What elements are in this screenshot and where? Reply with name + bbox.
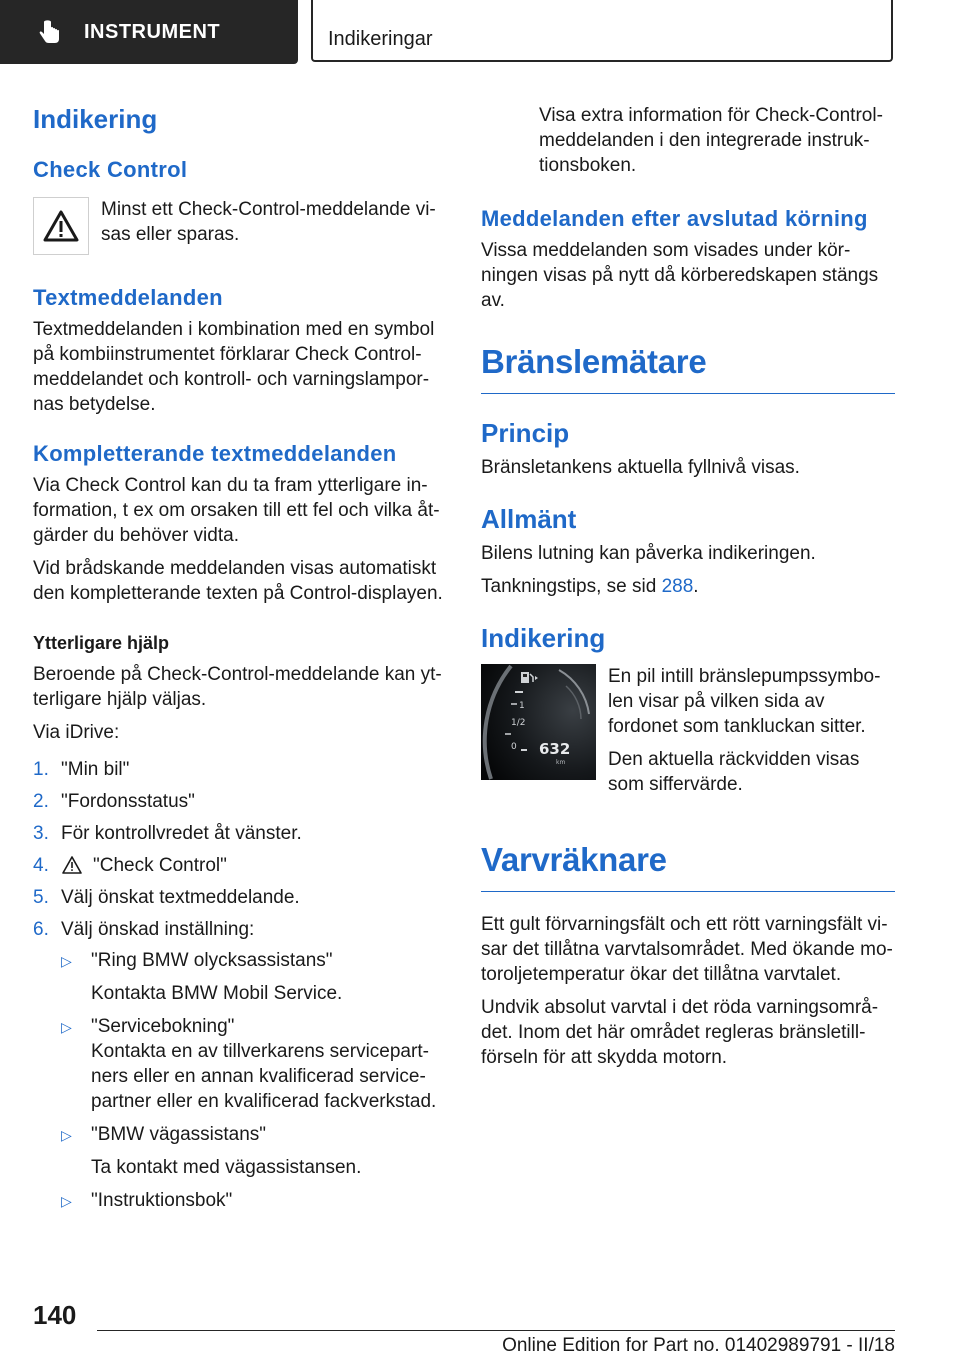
efter-text: Vissa meddelanden som visades under kör-ningen visas på nytt då körberedskapen stängs av.: [481, 240, 879, 311]
princip-text: Bränsletankens aktuella fyllnivå visas.: [481, 457, 800, 478]
via-idrive: Via iDrive:: [33, 722, 120, 743]
heading-ytterligare-hjalp: Ytterligare hjälp: [33, 633, 170, 653]
page-link[interactable]: 288: [661, 576, 694, 597]
footer-divider: [97, 1330, 895, 1331]
triangle-bullet-icon: ▷: [61, 1127, 72, 1143]
varv-p2: Undvik absolut varvtal i det röda varningsområ-det. Inom det här området regleras bränsletill-förseln för att skydda motorn.: [481, 997, 879, 1068]
list-item: 6. Välj önskad inställning: ▷ "Ring BMW olycksassistans" Kontakta BMW Mobil Service. ▷ "Servicebokning" Kontakta en av tillverkarens servicepart-ners eller en annan kvalificerad service-partner eller en kvalificerad fackverkstad. ▷ "BMW vägassistans" Ta kontakt med vägassistansen. ▷ "Instruktionsbok": [33, 917, 447, 1222]
list-item: 2. "Fordonsstatus": [33, 791, 195, 812]
warning-triangle-icon: [42, 209, 80, 243]
left-column: [33, 100, 447, 1229]
hand-pointer-icon: [36, 18, 64, 46]
edition-text: Online Edition for Part no. 01402989791 - II/18: [502, 1335, 895, 1356]
triangle-bullet-icon: ▷: [61, 1019, 72, 1035]
textmeddelanden-text: Textmeddelanden i kombination med en symbol på kombiinstrumentet förklarar Check Control-meddelandet och kontroll- och varningslampor-nas betydelse.: [33, 319, 435, 415]
warning-symbol-box: [33, 197, 89, 255]
check-control-warning: [33, 197, 447, 255]
heading-kompletterande: Kompletterande textmeddelanden: [33, 441, 397, 466]
heading-allmant: Allmänt: [481, 504, 577, 534]
list-item: ▷ "BMW vägassistans" Ta kontakt med vägassistansen.: [61, 1124, 362, 1178]
list-item: 4. "Check Control": [33, 855, 227, 876]
kompletterande-p1: Via Check Control kan du ta fram ytterligare in-formation, t ex om orsaken till ett fel och vilka åt-gärder du behöver vidta.: [33, 475, 440, 546]
instruktionsbok-desc: Visa extra information för Check-Control-meddelanden i den integrerade instruk-tionsboken.: [539, 105, 883, 176]
triangle-bullet-icon: ▷: [61, 1193, 72, 1209]
indikering-p1: En pil intill bränslepumpssymbo-len visar på vilken sida av fordonet som tankluckan sitter.: [608, 666, 881, 737]
heading-indikering: Indikering: [33, 104, 158, 134]
fuel-gauge-image: [481, 664, 596, 780]
gauge-range-value: 632: [539, 740, 571, 758]
chapter-name: Indikeringar: [328, 28, 433, 50]
warning-triangle-icon: [61, 855, 83, 875]
section-name: INSTRUMENT: [84, 20, 221, 43]
right-column: [481, 100, 895, 1070]
check-control-text: Minst ett Check-Control-meddelande vi-sas eller sparas.: [101, 199, 436, 245]
list-item: ▷ "Instruktionsbok": [61, 1188, 447, 1214]
gauge-unit: km: [556, 759, 566, 766]
allmant-p2: Tankningstips, se sid 288.: [481, 576, 699, 597]
list-item: 5. Välj önskat textmeddelande.: [33, 887, 300, 908]
heading-branslematare: Bränslemätare: [481, 343, 895, 394]
allmant-p1: Bilens lutning kan påverka indikeringen.: [481, 543, 816, 564]
fuel-indicator-row: [481, 664, 895, 797]
heading-varvraknare: Varvräknare: [481, 841, 895, 892]
gauge-half-label: 1/2: [511, 718, 526, 728]
sub-options-list: [61, 948, 447, 1222]
heading-meddelanden-efter: Meddelanden efter avslutad körning: [481, 206, 868, 231]
triangle-bullet-icon: ▷: [61, 953, 72, 969]
section-tab: [0, 0, 298, 64]
svg-text:1: 1: [519, 701, 525, 711]
steps-list: [33, 757, 447, 1222]
varv-p1: Ett gult förvarningsfält och ett rött varningsfält vi-sar det tillåtna varvtalsområdet. Med ökande mo-toroljetemperatur ökar det tillåtna varvtalet.: [481, 914, 893, 985]
heading-princip: Princip: [481, 418, 570, 448]
page-number: 140: [33, 1300, 77, 1330]
list-item: ▷ "Ring BMW olycksassistans" Kontakta BMW Mobil Service.: [61, 950, 343, 1004]
gauge-zero-label: 0: [511, 742, 517, 752]
chapter-tab: [311, 0, 893, 62]
heading-indikering-bransle: Indikering: [481, 623, 606, 653]
list-item: ▷ "Servicebokning" Kontakta en av tillverkarens servicepart-ners eller en annan kvalificerad service-partner eller en kvalificerad fackverkstad.: [61, 1016, 437, 1112]
heading-textmeddelanden: Textmeddelanden: [33, 285, 223, 310]
heading-check-control: Check Control: [33, 157, 188, 182]
kompletterande-p2: Vid brådskande meddelanden visas automatiskt den kompletterande texten på Control-displayen.: [33, 558, 443, 604]
ytterligare-p1: Beroende på Check-Control-meddelande kan yt-terligare hjälp väljas.: [33, 664, 442, 710]
indikering-p2: Den aktuella räckvidden visas som siffervärde.: [608, 749, 860, 795]
list-item: 1. "Min bil": [33, 759, 130, 780]
list-item: 3. För kontrollvredet åt vänster.: [33, 823, 302, 844]
